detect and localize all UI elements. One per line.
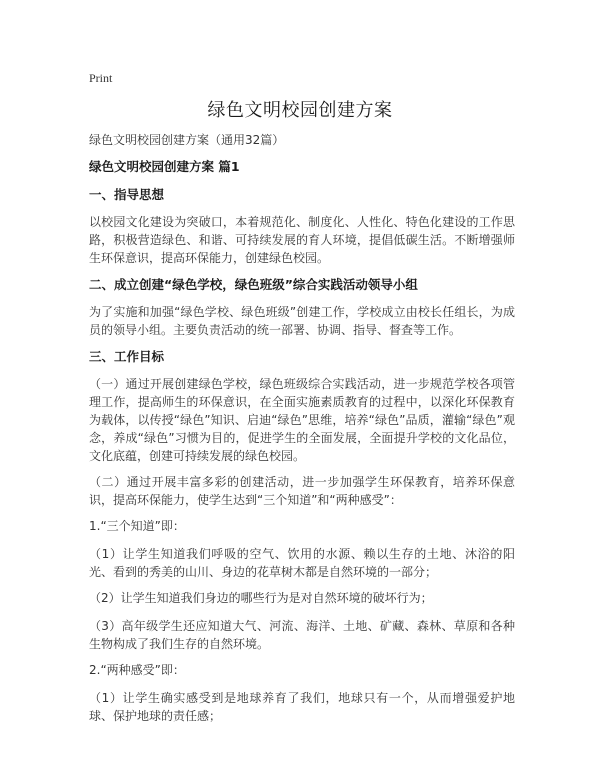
section-heading-leadership-group: 二、成立创建“绿色学校，绿色班级”综合实践活动领导小组 xyxy=(89,277,418,292)
document-subtitle: 绿色文明校园创建方案（通用32篇） xyxy=(89,133,285,147)
document-body xyxy=(89,130,515,733)
goal-paragraph-1: （一）通过开展创建绿色学校，绿色班级综合实践活动，进一步规范学校各项管理工作，提高师生的环保意识，在全面实施素质教育的过程中，以深化环保教育为载体，以传授“绿色”知识、启迪“绿色”思维，培养“绿色”品质，灌输“绿色”观念，养成“绿色”习惯为目的，促进学生的全面发展，全面提升学校的文化品位，文化底蕴，创建可持续发展的绿色校园。 xyxy=(89,377,515,463)
document-title: 绿色文明校园创建方案 xyxy=(207,100,393,121)
three-knowings-heading: 1.“三个知道”即： xyxy=(89,519,185,533)
chapter-heading: 绿色文明校园创建方案 篇1 xyxy=(89,159,240,174)
feeling-item-1: （1）让学生确实感受到是地球养育了我们，地球只有一个，从而增强爱护地球、保护地球的责任感； xyxy=(89,691,515,723)
knowing-item-2: （2）让学生知道我们身边的哪些行为是对自然环境的破坏行为； xyxy=(89,591,433,605)
section-body-leadership-group: 为了实施和加强“绿色学校、绿色班级”创建工作，学校成立由校长任组长，为成员的领导小组。主要负责活动的统一部署、协调、指导、督查等工作。 xyxy=(89,305,515,337)
section-heading-guiding-idea: 一、指导思想 xyxy=(89,187,165,202)
knowing-item-1: （1）让学生知道我们呼吸的空气、饮用的水源、赖以生存的土地、沐浴的阳光、看到的秀美的山川、身边的花草树木都是自然环境的一部分； xyxy=(89,547,515,579)
print-label[interactable]: Print xyxy=(89,71,113,85)
two-feelings-heading: 2.“两种感受”即： xyxy=(89,663,185,677)
knowing-item-3: （3）高年级学生还应知道大气、河流、海洋、土地、矿藏、森林、草原和各种生物构成了我们生存的自然环境。 xyxy=(89,619,515,651)
section-body-guiding-idea: 以校园文化建设为突破口，本着规范化、制度化、人性化、特色化建设的工作思路，积极营造绿色、和谐、可持续发展的育人环境，提倡低碳生活。不断增强师生环保意识，提高环保能力，创建绿色校园。 xyxy=(89,215,515,265)
section-heading-work-goals: 三、工作目标 xyxy=(89,349,165,364)
goal-paragraph-2: （二）通过开展丰富多彩的创建活动，进一步加强学生环保教育，培养环保意识，提高环保能力，使学生达到“三个知道”和“两种感受”： xyxy=(89,475,515,507)
